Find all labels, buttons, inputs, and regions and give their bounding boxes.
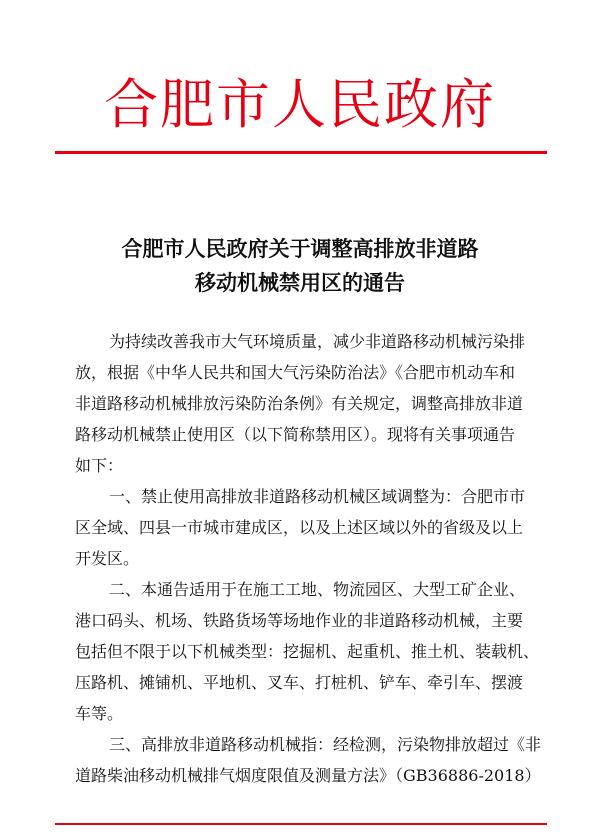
red-header-rule — [55, 151, 547, 154]
issuer-masthead: 合肥市人民政府 — [104, 73, 496, 136]
body-line: 如下： — [75, 456, 124, 475]
body-line: 为持续改善我市大气环境质量，减少非道路移动机械污染排 — [109, 332, 526, 351]
body-line: 三、高排放非道路移动机械指：经检测，污染物排放超过《非 — [109, 735, 542, 754]
body-line: 区全域、四县一市城市建成区，以及上述区域以外的省级及以上 — [75, 518, 524, 537]
notice-title-line-1: 合肥市人民政府关于调整高排放非道路 — [121, 236, 479, 261]
body-line: 开发区。 — [75, 549, 140, 568]
body-line: 一、禁止使用高排放非道路移动机械区域调整为：合肥市市 — [109, 487, 526, 506]
notice-title-line-2: 移动机械禁用区的通告 — [195, 270, 405, 295]
body-line: 压路机、摊铺机、平地机、叉车、打桩机、铲车、牵引车、摆渡 — [75, 673, 524, 692]
body-line: 道路柴油移动机械排气烟度限值及测量方法》（GB36886-2018） — [75, 766, 541, 785]
body-line: 路移动机械禁止使用区（以下简称禁用区）。现将有关事项通告 — [75, 425, 516, 444]
body-line: 车等。 — [75, 704, 124, 723]
body-line: 非道路移动机械排放污染防治条例》有关规定，调整高排放非道 — [75, 394, 524, 413]
body-line: 二、本通告适用于在施工工地、物流园区、大型工矿企业、 — [109, 580, 526, 599]
red-footer-rule — [55, 823, 547, 825]
body-line: 包括但不限于以下机械类型：挖掘机、起重机、推土机、装载机、 — [75, 642, 540, 661]
body-line: 放，根据《中华人民共和国大气污染防治法》《合肥市机动车和 — [75, 363, 516, 382]
body-line: 港口码头、机场、铁路货场等场地作业的非道路移动机械，主要 — [75, 611, 524, 630]
